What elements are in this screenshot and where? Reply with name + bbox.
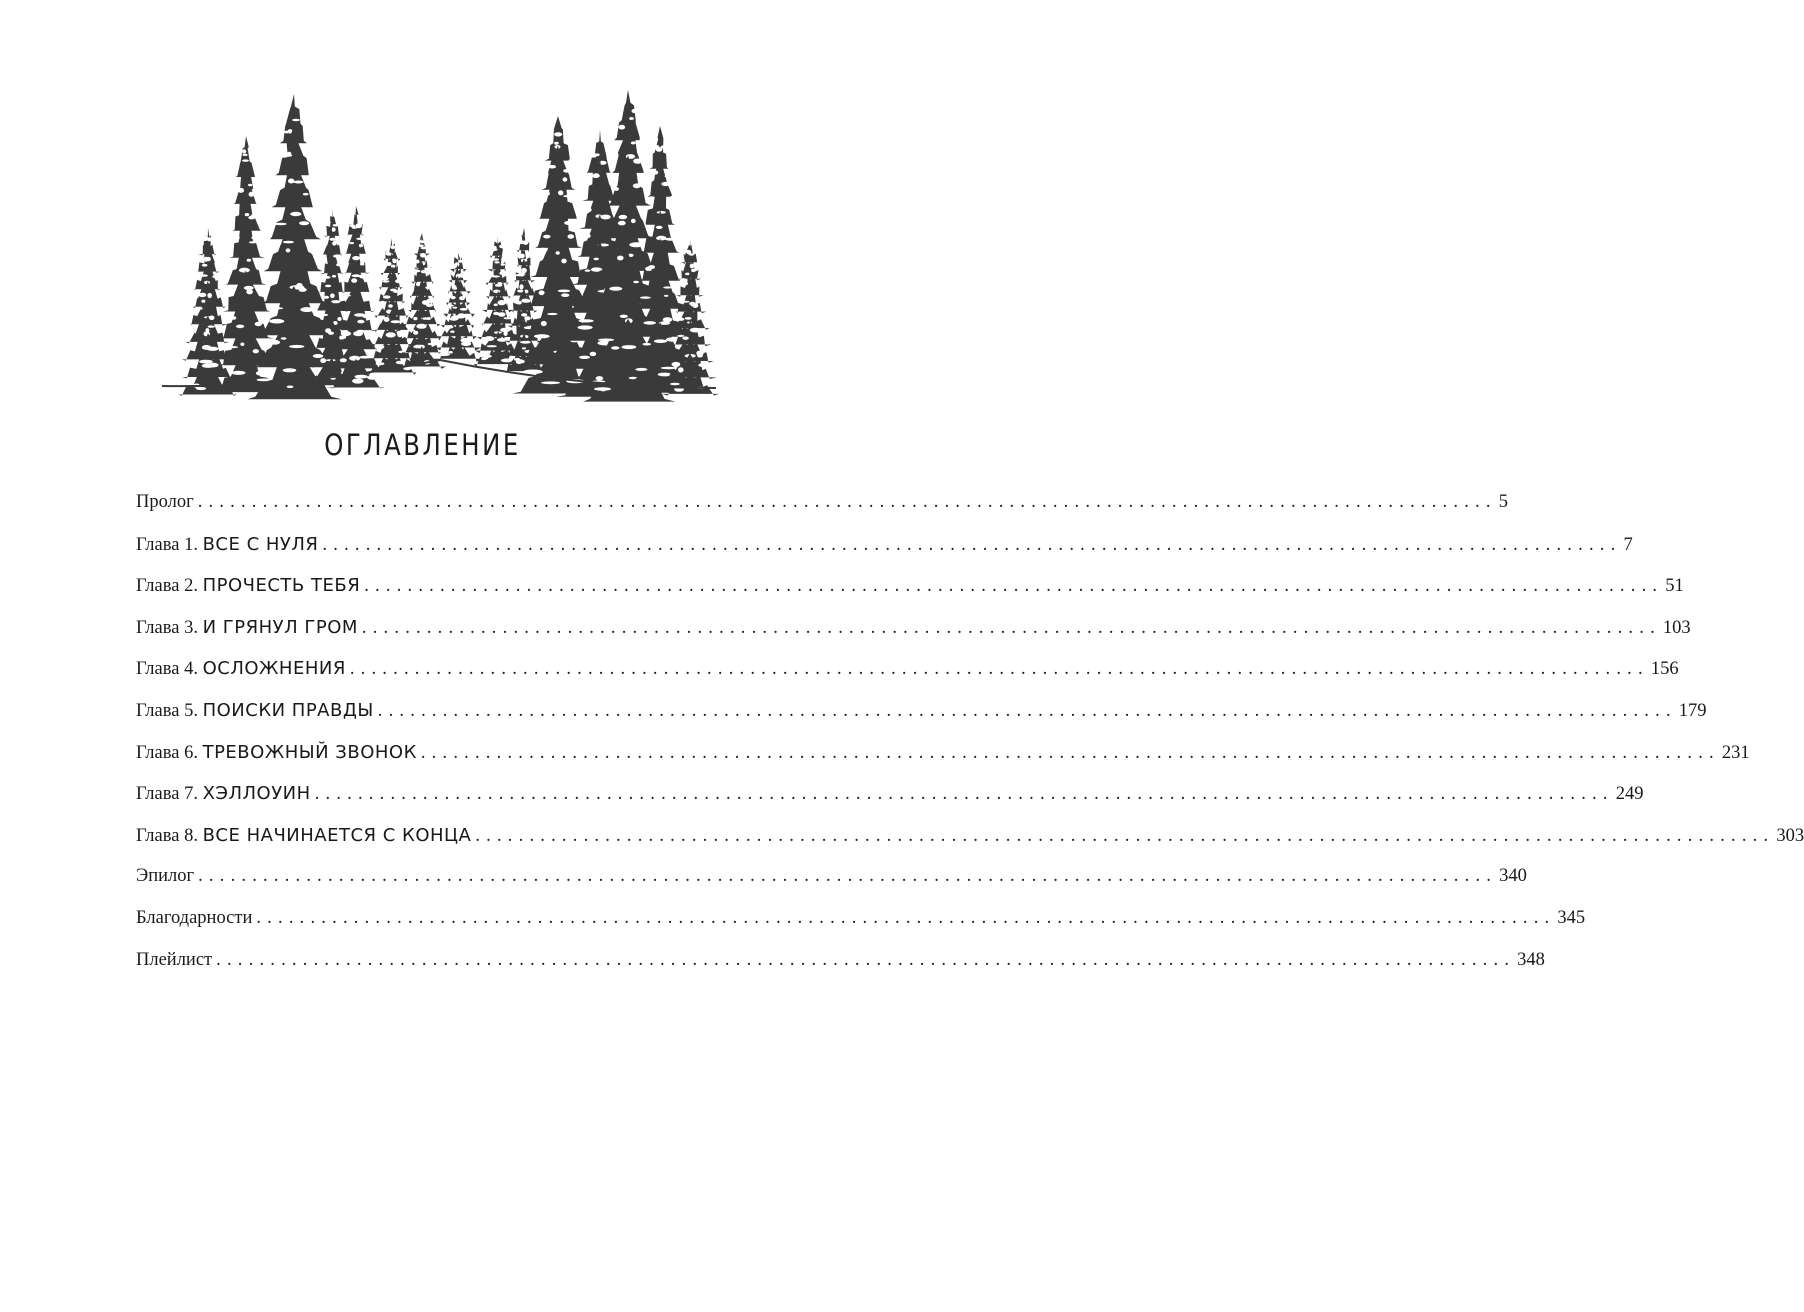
toc-entry-chapter-name: ПРОЧЕСТЬ ТЕБЯ xyxy=(202,575,361,597)
toc-entry[interactable] xyxy=(136,741,1750,784)
toc-entry-page-number: 345 xyxy=(1557,907,1586,928)
toc-entry-page-number: 5 xyxy=(1498,492,1508,512)
toc-entry-title xyxy=(136,492,194,513)
toc-entry-page-number: 231 xyxy=(1721,742,1750,763)
spruce-trees-image xyxy=(160,88,720,393)
page-title: ОГЛАВЛЕНИЕ xyxy=(324,428,521,462)
toc-entry-prefix: Глава 6. xyxy=(136,742,203,763)
toc-entry-prefix: Глава 7. xyxy=(136,784,203,805)
toc-entry[interactable] xyxy=(136,492,1508,534)
toc-entry-title xyxy=(136,866,194,887)
spruce-tree-shape xyxy=(179,228,237,396)
toc-entry-chapter-name: И ГРЯНУЛ ГРОМ xyxy=(202,616,358,638)
toc-entry-page-number: 7 xyxy=(1623,534,1633,555)
dot-leader: ........................................................................................................................ xyxy=(364,576,1664,597)
dot-leader: ........................................................................................................................ xyxy=(197,492,1497,512)
toc-entry-title xyxy=(136,825,471,847)
toc-entry-prefix: Пролог xyxy=(136,492,194,512)
toc-entry-title xyxy=(136,617,358,639)
toc-entry-title xyxy=(136,783,311,805)
toc-entry[interactable] xyxy=(136,907,1586,950)
toc-entry-page-number: 303 xyxy=(1776,825,1804,846)
toc-entry-chapter-name: ТРЕВОЖНЫЙ ЗВОНОК xyxy=(202,741,417,763)
dot-leader: ........................................................................................................................ xyxy=(198,866,1498,887)
toc-entry-page-number: 51 xyxy=(1665,576,1684,597)
spruce-tree-shape xyxy=(432,253,484,362)
toc-entry-prefix: Эпилог xyxy=(136,866,195,887)
dot-leader: ........................................................................................................................ xyxy=(377,700,1677,721)
toc-entry-title xyxy=(136,575,360,597)
toc-entry-page-number: 103 xyxy=(1662,617,1691,638)
toc-entry-title xyxy=(136,950,212,971)
toc-entry-page-number: 340 xyxy=(1499,866,1527,887)
dot-leader: ........................................................................................................................ xyxy=(349,659,1649,680)
toc-entry-title xyxy=(136,658,346,680)
dot-leader: ........................................................................................................................ xyxy=(361,617,1661,638)
toc-entry-page-number: 156 xyxy=(1650,659,1679,680)
spruce-tree-shape xyxy=(474,236,522,367)
toc-entry-title xyxy=(136,908,252,929)
spruce-tree-shape xyxy=(366,238,417,375)
toc-entry[interactable] xyxy=(136,824,1804,867)
toc-entry[interactable] xyxy=(136,783,1644,825)
toc-entry-title xyxy=(136,742,417,764)
toc-entry-prefix: Глава 2. xyxy=(136,576,203,597)
toc-entry[interactable] xyxy=(136,866,1527,908)
toc-entry[interactable] xyxy=(136,575,1684,617)
toc-entry-prefix: Глава 4. xyxy=(136,659,203,680)
dot-leader: ........................................................................................................................ xyxy=(216,949,1516,970)
toc-entry-chapter-name: ОСЛОЖНЕНИЯ xyxy=(202,658,346,680)
dot-leader: ........................................................................................................................ xyxy=(314,784,1614,805)
toc-entry-prefix: Благодарности xyxy=(136,907,253,928)
toc-entry-title xyxy=(136,534,318,556)
table-of-contents xyxy=(136,492,1804,991)
dot-leader: ........................................................................................................................ xyxy=(475,825,1775,846)
dot-leader: ........................................................................................................................ xyxy=(256,907,1556,928)
toc-entry[interactable] xyxy=(136,658,1679,700)
toc-entry[interactable] xyxy=(136,699,1707,742)
toc-entry-chapter-name: ВСЕ С НУЛЯ xyxy=(202,533,319,555)
toc-entry-prefix: Глава 1. xyxy=(136,534,203,555)
dot-leader: ........................................................................................................................ xyxy=(322,534,1622,555)
toc-entry-chapter-name: ПОИСКИ ПРАВДЫ xyxy=(202,699,374,721)
forest-illustration xyxy=(160,88,720,393)
toc-entry-page-number: 348 xyxy=(1517,949,1545,970)
toc-entry[interactable] xyxy=(136,949,1545,992)
toc-entry-title xyxy=(136,700,374,722)
toc-entry-prefix: Глава 8. xyxy=(136,825,203,846)
toc-entry-prefix: Глава 5. xyxy=(136,700,203,721)
toc-entry-chapter-name: ХЭЛЛОУИН xyxy=(202,783,311,805)
toc-entry-page-number: 249 xyxy=(1615,784,1644,805)
dot-leader: ........................................................................................................................ xyxy=(420,742,1720,763)
toc-entry-prefix: Глава 3. xyxy=(136,617,203,638)
toc-entry-page-number: 179 xyxy=(1678,700,1707,721)
toc-entry[interactable] xyxy=(136,616,1691,659)
toc-entry-chapter-name: ВСЕ НАЧИНАЕТСЯ С КОНЦА xyxy=(202,824,472,846)
toc-entry[interactable] xyxy=(136,533,1633,576)
toc-entry-prefix: Плейлист xyxy=(136,949,213,970)
